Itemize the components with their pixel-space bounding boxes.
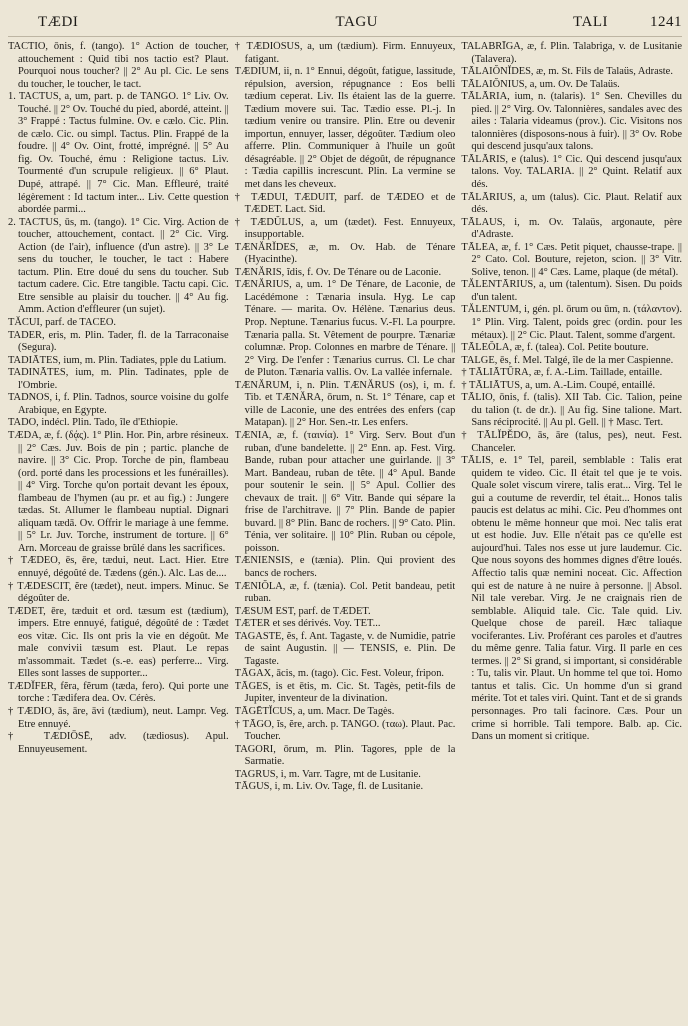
dictionary-entry: TADIĀTES, ium, m. Plin. Tadiates, pple du Latium. — [8, 354, 227, 366]
running-header — [8, 14, 682, 37]
dictionary-entry: TÆNĂRIUS, a, um. 1° De Ténare, de Laconie, de Lacédémone : Tænaria insula. Hyg. Le cap Ténare. — marita. Ov. Hélène. Tænarius deus. Prop. Neptune. Tænarius fucus. V.-Fl. La pourpre. Tænaria palla. St. Vêtement de pourpre. Tænariæ columnæ. Prop. Colonnes en marbre de Ténare. || 2° Virg. De l'enfer : Tænarius currus. Cl. Le char de Pluton. Tænaria vallis. Ov. La vallée infernale. — [234, 279, 456, 379]
dictionary-entry: † TÆDIŌSĒ, adv. (tædiosus). Apul. Ennuyeusement. — [8, 731, 229, 755]
dictionary-entry: † TÆDIŌSUS, a, um (tædium). Firm. Ennuyeux, fatigant. — [234, 41, 456, 65]
dictionary-entry: TĀGĒTĬCUS, a, um. Macr. De Tagès. — [234, 705, 395, 717]
dictionary-entry: TĀLIS, e. 1° Tel, pareil, semblable : Talis erat quidem te video. Cic. Il était tel que je te vois. Quale solet viscum virere, talis erat... Virg. Tel le gui a coutume de reverdir, tel était... Honos talis paucis est delatus ac mihi. Cic. Peu d'hommes ont obtenu le même honneur que moi. Nec talis erat ut est hodie. Juv. Elle n'était pas ce qu'elle est aujourd'hui. Tales nos esse ut jure laudemur. Cic. Que nous soyons des hommes dignes d'être loués. Affectio talis quæ nemini noceat. Cic. Affection qui est de nature à ne nuire à personne. || Absol. Nil tale verebar. Virg. Je ne craignais rien de semblable. Aliquid tale. Cic. Tale quid. Liv. Quelque chose de pareil. Hæc taliaque vociferantes. Liv. Proférant ces paroles et d'autres du même genre. Talia fatur. Virg. Il parle en ces termes. || 2° Si grand, si important, si considérable : Tu, talis vir. Plaut. Un homme tel que toi. Homo tantus et talis. Cic. Un homme d'un si grand mérite. Tot et tales viri. Quint. Tant et de si grands personnages. Pro tali facinore. Cæs. Pour un crime si horrible. Tali tempore. Balb. ap. Cic. Dans un moment si critique. — [461, 455, 683, 743]
dictionary-entry: TÆDIUM, ii, n. 1° Ennui, dégoût, fatigue, lassitude, répulsion, aversion, répugnance : Eos belli tædium ceperat. Liv. Ils étaient las de la guerre. Tædium movere sui. Tac. Tædio esse. Pl.-j. In tædium venire ou transire. Plin. Etre ou devenir importun, ennuyer, lasser, dégoûter. Tædium oleo afferre. Plin. Communiquer à l'huile un goût désagréable. || 2° Objet de dégoût, de répugnance : Tædia capillis increscunt. Plin. La vermine se met dans les cheveux. — [234, 66, 456, 191]
dictionary-entry: TADO, indécl. Plin. Tado, île d'Ethiopie. — [8, 417, 178, 429]
dictionary-entry: TĀLAUS, i, m. Ov. Talaüs, argonaute, père d'Adraste. — [461, 216, 683, 241]
dictionary-entry: TĂLENTUM, i, gén. pl. ōrum ou ūm, n. (τάλαντον). 1° Plin. Virg. Talent, poids grec (ordin. pour les métaux). || 2° Cic. Plaut. Talent, somme d'argent. — [461, 304, 683, 341]
dictionary-entry: TÆNĂRIS, ĭdis, f. Ov. De Ténare ou de Laconie. — [234, 266, 442, 278]
dictionary-entry: TĀGAX, ācis, m. (tago). Cic. Fest. Voleur, fripon. — [234, 668, 445, 680]
dictionary-entry: † TÆDEO, ēs, ēre, tædui, neut. Lact. Hier. Etre ennuyé, dégoûté de. Tædens (gén.). Alc. Las de.... — [8, 555, 229, 579]
dictionary-entry: TÆDĬFER, fĕra, fĕrum (tæda, fero). Qui porte une torche : Tædifera dea. Ov. Cérès. — [8, 680, 229, 705]
dictionary-entry: † TĀLIĀTUS, a, um. A.-Lim. Coupé, entaillé. — [461, 379, 656, 391]
dictionary-entry: TĀLĀRIS, e (talus). 1° Cic. Qui descend jusqu'aux talons. Voy. TALARIA. || 2° Quint. Relatif aux dés. — [461, 153, 683, 191]
page-number: 1241 — [650, 14, 682, 30]
dictionary-entry: TADER, eris, m. Plin. Tader, fl. de la Tarraconaise (Segura). — [8, 329, 229, 354]
header-center: TAGU — [335, 14, 378, 30]
dictionary-entry: TÆNIA, æ, f. (ταινία). 1° Virg. Serv. Bout d'un ruban, d'une bandelette. || 2° Enn. ap. Fest. Virg. Bande, ruban pour attacher une guirlande. || 3° Mart. Bandeau, ruban de tête. || 4° Apul. Bande pour soutenir le sein. || 5° Apul. Collier des chevaux de trait. || 6° Vitr. Bande qui sépare la frise de l'architrave. || 7° Plin. Bande de papier buvard. || 8° Plin. Banc de rochers. || 9° Cato. Plin. Ténia, ver solitaire. || 10° Plin. Ruban ou cépole, poisson. — [234, 429, 456, 554]
dictionary-entry: TADNOS, i, f. Plin. Tadnos, source voisine du golfe Arabique, en Egypte. — [8, 392, 229, 416]
header-right-group — [463, 14, 682, 31]
dictionary-entry: 2. TACTUS, ūs, m. (tango). 1° Cic. Virg. Action de toucher, attouchement, contact. || 2° Cic. Virg. Action (de l'air), influence (d'un astre). || 3° Le sens du toucher, le toucher, le tact : Habere tactum. Plin. Etre doué du sens du toucher. Sub tactum cadere. Cic. Etre tangible. Tactu capi. Cic. Etre sensible au plaisir du toucher. || 4° Au fig. Amm. Action d'effleurer (un sujet). — [8, 216, 229, 316]
dictionary-entry: † TĀGO, ĭs, ĕre, arch. p. TANGO. (ταω). Plaut. Pac. Toucher. — [234, 718, 456, 743]
dictionary-entry: 1. TACTUS, a, um, part. p. de TANGO. 1° Liv. Ov. Touché. || 2° Ov. Touché du pied, abordé, atteint. || 3° Frappé : Tactus fulmine. Ov. e cælo. Cic. Plin. de cælo. Cic. ou simpl. Tactus. Plin. Frappé de la foudre. || 4° Ov. Oint, frotté, imprégné. || 5° Au fig. Ov. Touché, ému : Religione tactus. Liv. Tourmenté d'un scrupule religieux. || 6° Plaut. Dupé, attrapé. || 7° Cic. Man. Effleuré, traité légèrement : Id tactum inter... Liv. Cette question abordée parmi... — [8, 91, 229, 216]
dictionary-entry: TĀLAIŎNĬDES, æ, m. St. Fils de Talaüs, Adraste. — [461, 66, 673, 78]
dictionary-entry: TĀLĀRIA, ium, n. (talaris). 1° Sen. Chevilles du pied. || 2° Virg. Ov. Talonnières, sandales avec des ailes : Talaria videamus (prov.). Cic. Visitons nos talonnières (disposons-nous à fuir). || 3° Ov. Robe qui descend jusqu'aux talons. — [461, 91, 683, 153]
dictionary-entry: TĀGES, is et ētis, m. Cic. St. Tagès, petit-fils de Jupiter, inventeur de la divination. — [234, 680, 456, 705]
dictionary-entry: TÆSUM EST, parf. de TÆDET. — [234, 605, 371, 617]
dictionary-entry: TAGORI, ōrum, m. Plin. Tagores, pple de la Sarmatie. — [234, 743, 456, 768]
dictionary-entry: TÆNĂRUM, i, n. Plin. TÆNĂRUS (os), i, m. f. Tib. et TÆNĂRA, ōrum, n. St. 1° Ténare, cap et ville de Laconie, une des entrées des enfers (cap Matapan). || 2° Hor. Sen.-tr. Les enfers. — [234, 379, 456, 429]
dictionary-entry: † TÆDESCIT, ĕre (tædet), neut. impers. Minuc. Se dégoûter de. — [8, 580, 229, 605]
dictionary-entry: TADINĀTES, ium, m. Plin. Tadinates, pple de l'Ombrie. — [8, 367, 229, 391]
column-2 — [235, 41, 456, 1026]
dictionary-entry: † TĀLĬPĔDO, ās, āre (talus, pes), neut. Fest. Chanceler. — [461, 429, 683, 454]
dictionary-entry: † TĀLIĀTŪRA, æ, f. A.-Lim. Taillade, entaille. — [461, 367, 663, 379]
dictionary-entry: TĀLIO, ōnis, f. (talis). XII Tab. Cic. Talion, peine du talion (t. de dr.). || Au fig. Sine talione. Mart. Sans réciprocité. || Au pl. Gell. || † Masc. Tert. — [461, 392, 683, 429]
columns — [8, 41, 682, 1026]
dictionary-entry: TÆNĂRĬDES, æ, m. Ov. Hab. de Ténare (Hyacinthe). — [234, 241, 456, 266]
dictionary-entry: TĂCUI, parf. de TACEO. — [8, 317, 116, 329]
dictionary-entry: TÆNIŎLA, æ, f. (tænia). Col. Petit bandeau, petit ruban. — [234, 580, 456, 605]
dictionary-entry: TÆNIENSIS, e (tænia). Plin. Qui provient des bancs de rochers. — [234, 555, 456, 579]
dictionary-entry: † TÆDUI, TÆDUIT, parf. de TÆDEO et de TÆDET. Lact. Sid. — [234, 191, 456, 216]
column-3 — [461, 41, 682, 1026]
dictionary-entry: TAGRUS, i, m. Varr. Tagre, mt de Lusitanie. — [234, 768, 421, 780]
dictionary-entry: TĂLENTĀRIUS, a, um (talentum). Sisen. Du poids d'un talent. — [461, 279, 683, 303]
dictionary-entry: † TÆDIO, ās, āre, āvi (tædium), neut. Lampr. Veg. Etre ennuyé. — [8, 705, 229, 730]
header-left: TÆDI — [38, 14, 79, 30]
dictionary-entry: TÆDET, ēre, tæduit et ord. tæsum est (tædium), impers. Etre ennuyé, fatigué, dégoûté de : Tædet eos vitæ. Cic. Ils ont pris la vie en dégoût. Me male convivii tæsum est. Plaut. Le repas m'assommait. Tædet (s.-e. eas) perferre... Virg. Elles sont lasses de supporter... — [8, 605, 229, 680]
dictionary-entry: TĀLEŎLA, æ, f. (talea). Col. Petite bouture. — [461, 342, 649, 354]
header-right: TALI — [573, 14, 608, 30]
dictionary-entry: TĀLAIŎNIUS, a, um. Ov. De Talaüs. — [461, 78, 620, 90]
dictionary-entry: TĀLĀRIUS, a, um (talus). Cic. Plaut. Relatif aux dés. — [461, 191, 683, 216]
dictionary-entry: TALGE, ēs, f. Mel. Talgé, île de la mer Caspienne. — [461, 354, 674, 366]
dictionary-entry: † TÆDŬLUS, a, um (tædet). Fest. Ennuyeux, insupportable. — [234, 216, 456, 241]
dictionary-entry: TAGASTE, ĕs, f. Ant. Tagaste, v. de Numidie, patrie de saint Augustin. || — TENSIS, e. Plin. De Tagaste. — [234, 630, 456, 667]
column-1 — [8, 41, 229, 1026]
dictionary-entry: TÆDA, æ, f. (δᾴς). 1° Plin. Hor. Pin, arbre résineux. || 2° Cæs. Juv. Bois de pin ; partic. planche de navire. || 3° Cic. Prop. Torche de pin, flambeau (ord. porté dans les processions et les funérailles). || 4° Virg. Torche qu'on portait devant les époux, flambeau de l'hymen (au pr. et au fig.) : Jungere tædas. St. Allumer le flambeau nuptial. Dignari aliquam tædā. Ov. Offrir le mariage à une femme. || 5° Lr. Juv. Torche, instrument de torture. || 6° Arn. Morceau de graisse brûlé dans les sacrifices. — [8, 429, 229, 554]
dictionary-entry: TĀLEA, æ, f. 1° Cæs. Petit piquet, chausse-trape. || 2° Cato. Col. Bouture, rejeton, scion. || 3° Vitr. Solive, tenon. || 4° Cæs. Lame, plaque (de métal). — [461, 241, 683, 278]
dictionary-entry: TALABRĪGA, æ, f. Plin. Talabriga, v. de Lusitanie (Talavera). — [461, 41, 683, 65]
dictionary-entry: TĀGUS, i, m. Liv. Ov. Tage, fl. de Lusitanie. — [234, 781, 424, 793]
dictionary-entry: TACTIO, ōnis, f. (tango). 1° Action de toucher, attouchement : Quid tibi nos tactio est? Plaut. Pourquoi nous toucher? || 2° Au pl. Cic. Le sens du toucher, le toucher, le tact. — [8, 41, 229, 90]
dictionary-entry: TÆTER et ses dérivés. Voy. TET... — [234, 618, 381, 630]
